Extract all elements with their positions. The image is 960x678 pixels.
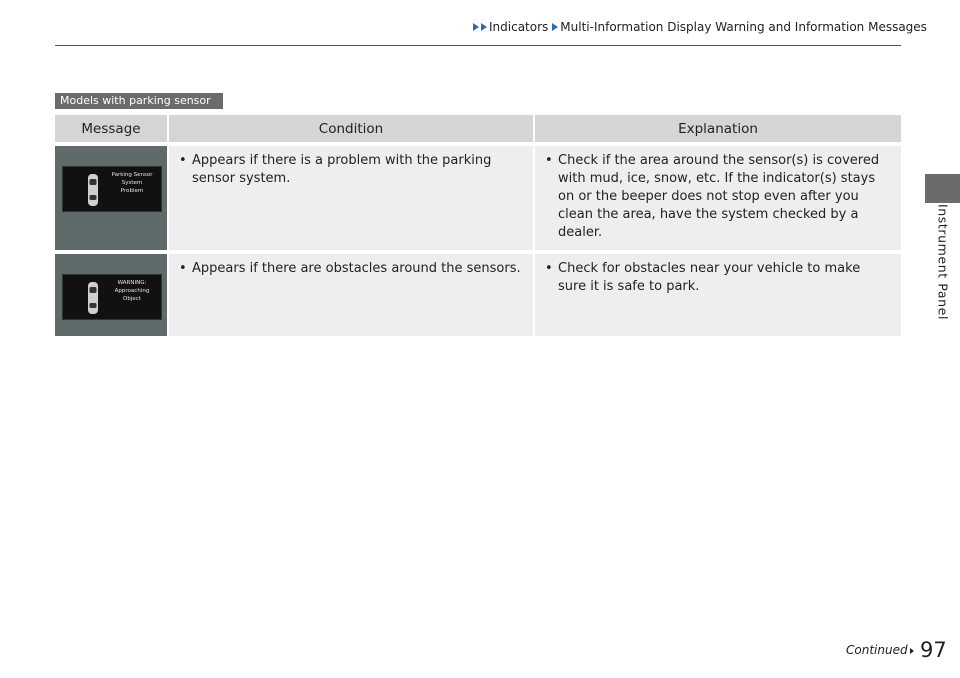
chevron-right-icon bbox=[481, 23, 487, 31]
section-label: Instrument Panel bbox=[935, 203, 951, 321]
message-image-cell bbox=[55, 250, 169, 336]
header-divider bbox=[55, 45, 901, 46]
chevron-right-icon bbox=[473, 23, 479, 31]
car-top-view-icon bbox=[87, 281, 99, 315]
message-image-cell bbox=[55, 142, 169, 250]
table-row bbox=[55, 142, 901, 250]
breadcrumb-item-messages[interactable]: Multi-Information Display Warning and Information Messages bbox=[560, 20, 927, 34]
explanation-cell: • Check if the area around the sensor(s) is covered with mud, ice, snow, etc. If the indicator(s) stays on or the beeper does not stop even after you clean the area, have the system checked by a dealer. bbox=[535, 142, 901, 250]
column-header-condition: Condition bbox=[169, 115, 535, 142]
message-table bbox=[55, 115, 901, 336]
condition-cell: • Appears if there is a problem with the parking sensor system. bbox=[169, 142, 535, 250]
breadcrumb bbox=[473, 20, 927, 34]
condition-cell: • Appears if there are obstacles around the sensors. bbox=[169, 250, 535, 336]
section-tab-marker bbox=[925, 174, 960, 203]
models-tag: Models with parking sensor bbox=[55, 93, 223, 109]
display-message-text: Parking Sensor System Problem bbox=[111, 172, 153, 194]
display-screen-image bbox=[62, 166, 162, 212]
display-screen-image bbox=[62, 274, 162, 320]
column-header-message: Message bbox=[55, 115, 169, 142]
table-header-row bbox=[55, 115, 901, 142]
column-header-explanation: Explanation bbox=[535, 115, 901, 142]
continue-arrow-icon bbox=[910, 648, 914, 654]
explanation-cell: • Check for obstacles near your vehicle to make sure it is safe to park. bbox=[535, 250, 901, 336]
table-row bbox=[55, 250, 901, 336]
car-top-view-icon bbox=[87, 173, 99, 207]
breadcrumb-item-indicators[interactable]: Indicators bbox=[489, 20, 549, 34]
display-message-text: WARNING: Approaching Object bbox=[114, 280, 150, 302]
chevron-right-icon bbox=[552, 23, 558, 31]
page-number: 97 bbox=[920, 638, 947, 662]
continued-label: Continued bbox=[846, 643, 916, 657]
